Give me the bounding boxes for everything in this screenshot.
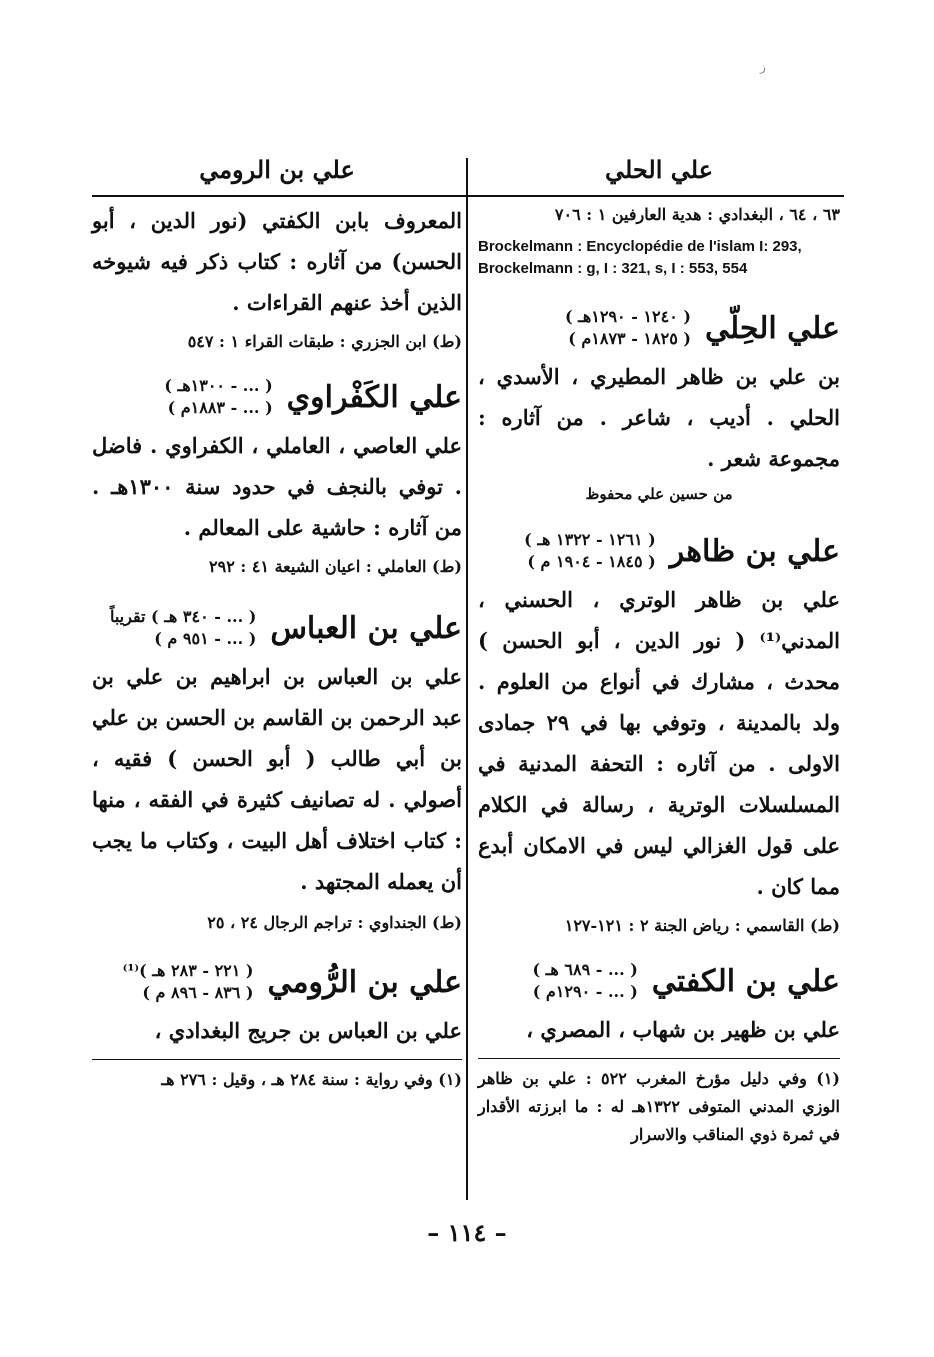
- entry-dates: [110, 606, 256, 650]
- corner-mark: ز: [760, 60, 766, 74]
- footnote: (١) وفي دليل مؤرخ المغرب ٥٢٢ : علي بن ظاهر الوزي المدني المتوفى ١٣٢٢هـ له : ما ابرزته الأقدار في ثمرة ذوي المناقب والاسرار: [478, 1069, 840, 1144]
- footnote-rule: [478, 1058, 840, 1059]
- entry-dates: [164, 375, 272, 419]
- column-divider: [466, 158, 468, 1200]
- entry-name: علي الكَفْراوي: [286, 379, 462, 415]
- entry-body: علي بن العباس بن ابراهيم بن علي بن عبد الرحمن بن القاسم بن الحسن بن علي بن أبي طالب ( أبو الحسن ) فقيه ، أصولي . له تصانيف كثيرة في الفقه ، منها : كتاب اختلاف أهل البيت ، وكتاب ما يجب أن يعمله المجتهد .: [92, 664, 462, 894]
- hijri-dates: ( ١٢٦١ - ١٣٢٢ هـ ): [524, 530, 656, 549]
- page-number: – ١١٤ –: [427, 1218, 507, 1247]
- hijri-dates: ( ... - ٣٤٠ هـ ) تقريباً: [109, 607, 257, 626]
- top-reference-arabic: ٦٣ ، ٦٤ ، البغدادي : هدية العارفين ١ : ٧٠٦: [554, 205, 840, 224]
- entry-header: [478, 959, 840, 1003]
- entry-body: علي بن ظاهر الوتري ، الحسني ، المدني⁽¹⁾ ( نور الدين ، أبو الحسن ) محدث ، مشارك في أنواع من العلوم . ولد بالمدينة ، وتوفي بها في ٢٩ جمادى الاولى . من آثاره : التحفة المدنية في المسلسلات الوترية ، رسالة في الكلام على قول الغزالي ليس في الامكان أبدع مما كان .: [478, 587, 841, 899]
- entry-header: [92, 606, 462, 650]
- gregorian-dates: ( ... - ١٨٨٣م ): [167, 398, 273, 417]
- entry-reference: (ط) العاملي : اعيان الشيعة ٤١ : ٢٩٢: [209, 557, 462, 576]
- entry-body: علي العاصي ، العاملي ، الكفراوي . فاضل . توفي بالنجف في حدود سنة ١٣٠٠هـ . من آثاره : حاشية على المعالم .: [92, 433, 462, 540]
- gregorian-dates: ( ١٨٤٥ - ١٩٠٤ م ): [527, 552, 656, 571]
- entry-dates: [533, 959, 638, 1003]
- entry-header: [92, 375, 462, 419]
- entry-body: علي بن ظهير بن شهاب ، المصري ،: [526, 1017, 840, 1042]
- gregorian-dates: ( ... - ٩٥١ م ): [154, 629, 257, 648]
- entry-reference: (ط) الجنداوي : تراجم الرجال ٢٤ ، ٢٥: [207, 913, 462, 932]
- entry-name: علي بن الكفتي: [651, 963, 840, 999]
- entry-dates: [123, 960, 254, 1004]
- entry-dates: [524, 529, 656, 573]
- entry-name: علي الحِلّي: [704, 310, 840, 346]
- entry-name: علي بن ظاهر: [669, 533, 840, 569]
- entry-credit: من حسين علي محفوظ: [585, 485, 733, 503]
- hijri-dates: ( ... - ٦٨٩ هـ ): [532, 960, 638, 979]
- left-column: [92, 150, 462, 1094]
- gregorian-dates: ( ٨٣٦ - ٨٩٦ م ): [142, 983, 254, 1002]
- entry-header: [478, 306, 840, 350]
- hijri-dates: ( ... - ١٣٠٠هـ ): [164, 376, 273, 395]
- right-column: [478, 150, 840, 1149]
- entry-header: [92, 960, 462, 1004]
- entry-body: بن علي بن ظاهر المطيري ، الأسدي ، الحلي . أديب ، شاعر . من آثاره : مجموعة شعر .: [478, 364, 840, 471]
- gregorian-dates: ( ... - ١٢٩٠م ): [532, 982, 638, 1001]
- entry-dates: [565, 306, 691, 350]
- intro-reference: (ط) ابن الجزري : طبقات القراء ١ : ٥٤٧: [187, 332, 462, 351]
- right-column-header: علي الحلي: [604, 155, 714, 184]
- entry-reference: (ط) القاسمي : رياض الجنة ٢ : ١٢١-١٢٧: [564, 916, 840, 935]
- left-column-header: علي بن الرومي: [199, 155, 355, 184]
- gregorian-dates: ( ١٨٢٥ - ١٨٧٣م ): [568, 329, 691, 348]
- footnote: (١) وفي رواية : سنة ٢٨٤ هـ ، وقيل : ٢٧٦ هـ: [161, 1070, 462, 1089]
- top-reference-latin: Brockelmann : Encyclopédie de l'islam I: 293, Brockelmann : g, I : 321, s, I : 553, 554: [478, 238, 802, 277]
- hijri-dates: ( ١٢٤٠ - ١٢٩٠هـ ): [565, 307, 691, 326]
- footnote-rule: [92, 1059, 462, 1060]
- hijri-dates: ( ٢٢١ - ٢٨٣ هـ )⁽¹⁾: [122, 961, 254, 980]
- entry-name: علي بن العباس: [270, 610, 462, 646]
- entry-name: علي بن الرُّومي: [267, 964, 462, 1000]
- entry-body: علي بن العباس بن جريج البغدادي ،: [154, 1018, 462, 1043]
- entry-header: [478, 529, 840, 573]
- intro-body: المعروف بابن الكفتي (نور الدين ، أبو الحسن) من آثاره : كتاب ذكر فيه شيوخه الذين أخذ عنهم القراءات .: [92, 208, 462, 315]
